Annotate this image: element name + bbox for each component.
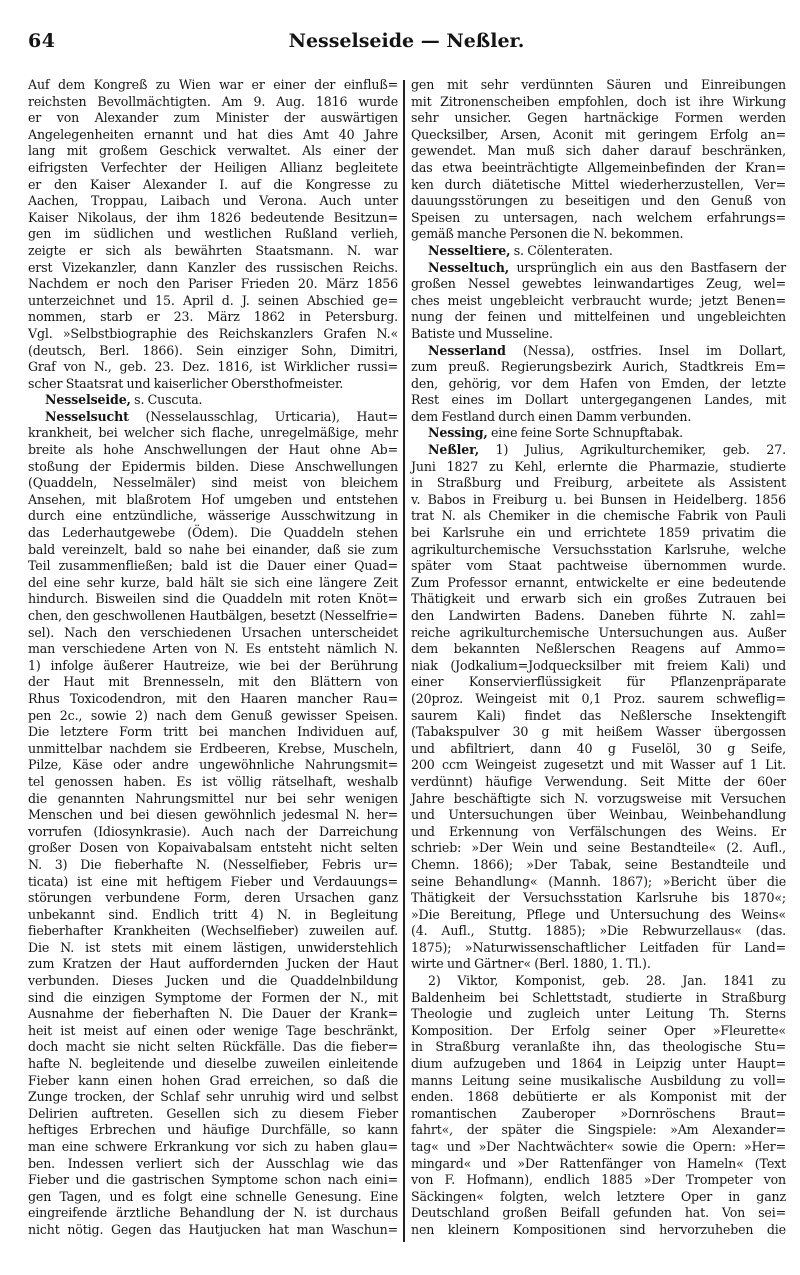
line-text: die genannten Nahrungsmittel nur bei sehr wenigen (28, 790, 398, 806)
line-text: Quecksilber, Arsen, Aconit mit geringem Erfolg an= (411, 126, 786, 142)
line-text: pen 2c., sowie 2) nach dem Genuß gewisser Speisen. (28, 707, 398, 723)
right-column (411, 77, 786, 1239)
line-text: Komposition. Der Erfolg seiner Oper »Fleurette« (411, 1022, 786, 1038)
text-line (411, 907, 786, 924)
text-line (411, 1106, 786, 1123)
line-text: Auf dem Kongreß zu Wien war er einer der einfluß= (28, 77, 398, 92)
text-line (411, 110, 786, 127)
text-line (411, 575, 786, 592)
text-line (411, 641, 786, 658)
text-line (411, 409, 786, 426)
line-text: ticata) ist eine mit heftigem Fieber und Verdauungs= (28, 873, 398, 889)
text-line (28, 1205, 398, 1222)
text-line (411, 293, 786, 310)
text-line (28, 1172, 398, 1189)
line-text: wirte und Gärtner« (Berl. 1880, 1. Tl.). (411, 956, 651, 972)
text-line (411, 1089, 786, 1106)
entry-line (28, 392, 398, 409)
line-text: del eine sehr kurze, bald hält sie sich eine längere Zeit (28, 574, 398, 590)
text-line (411, 724, 786, 741)
line-text: 1) infolge äußerer Hautreize, wie bei der Berührung (28, 657, 398, 673)
line-text: stoßung der Epidermis bilden. Diese Anschwellungen (28, 458, 398, 474)
line-text: großer Dosen von Kopaivabalsam entsteht nicht selten (28, 840, 398, 856)
entry-line (411, 260, 786, 277)
text-line (28, 359, 398, 376)
text-line (28, 990, 398, 1007)
text-line (411, 674, 786, 691)
line-text: Kaiser Nikolaus, der ihm 1826 bedeutende Besitzun= (28, 209, 398, 225)
text-line (28, 774, 398, 791)
line-text: zeigte er sich als bewährten Staatsmann. N. war (28, 242, 398, 258)
entry-headword: Nesseltuch, (428, 259, 510, 275)
line-text: (Quaddeln, Nesselmäler) sind meist von bleichem (28, 475, 398, 491)
line-text: nommen, starb er 23. März 1862 in Petersburg. (28, 309, 398, 325)
text-line (411, 774, 786, 791)
line-text: (4. Aufl., Stuttg. 1885); »Die Rebwurzellaus« (das. (411, 923, 786, 939)
text-line (411, 1139, 786, 1156)
line-text: krankheit, bei welcher sich flache, unregelmäßige, mehr (28, 425, 398, 441)
entry-line (411, 243, 786, 260)
line-text: verdünnt) häufige Verwendung. Seit Mitte der 60er (411, 773, 786, 789)
text-line (28, 641, 398, 658)
text-line (411, 326, 786, 343)
line-text: den Landwirten Badens. Daneben führte N. zahl= (411, 608, 786, 623)
line-text: Delirien auftreten. Gesellen sich zu diesem Fieber (28, 1105, 398, 1121)
line-text: dauungsstörungen zu beseitigen und den Genuß von (411, 193, 786, 209)
line-text: heftiges Erbrechen und häufige Durchfälle, so kann (28, 1122, 398, 1138)
line-text: der Haut mit Brennesseln, mit den Blättern von (28, 674, 398, 690)
text-line (28, 1222, 398, 1239)
line-text: gen im südlichen und westlichen Rußland verlieh, (28, 226, 398, 242)
line-text: er den Kaiser Alexander I. auf die Kongresse zu (28, 176, 398, 192)
line-text: reiche agrikulturchemische Untersuchungen aus. Außer (411, 624, 786, 640)
text-line (411, 956, 786, 973)
line-text: Rhus Toxicodendron, mit den Haaren mancher Rau= (28, 690, 398, 706)
text-line (28, 1039, 398, 1056)
text-line (411, 1222, 786, 1239)
line-text: störungen verbundene Form, deren Ursachen ganz (28, 890, 398, 906)
text-line (28, 940, 398, 957)
text-line (411, 1039, 786, 1056)
line-text: in Straßburg und Freiburg, arbeitete als Assistent (411, 475, 786, 491)
line-text: Speisen zu untersagen, nach welchem erfahrungs= (411, 209, 786, 225)
text-line (28, 1056, 398, 1073)
line-text: Theologie und zugleich unter Leitung Th. Sterns (411, 1006, 786, 1022)
text-line (28, 907, 398, 924)
text-line (28, 343, 398, 360)
line-text: nen kleinern Kompositionen sind hervorzuheben die (411, 1221, 786, 1237)
line-text: Rest eines im Dollart untergegangenen Landes, mit (411, 392, 786, 408)
line-text: Thätigkeit der Versuchsstation Karlsruhe bis 1870«; (411, 890, 786, 906)
text-line (411, 791, 786, 808)
line-text: Angelegenheiten ernannt und hat dies Amt 40 Jahre (28, 126, 398, 142)
text-line (28, 840, 398, 857)
line-text: Ausnahme der fieberhaften N. Die Dauer der Krank= (28, 1006, 398, 1022)
entry-headword: Nessing, (428, 425, 488, 441)
line-text: verbunden. Dieses Jucken und die Quaddelnbildung (28, 973, 398, 989)
line-text: 2) Viktor, Komponist, geb. 28. Jan. 1841 zu (428, 973, 786, 989)
line-text: durch eine entzündliche, wässerige Ausschwitzung in (28, 508, 398, 524)
text-line (411, 973, 786, 990)
line-text: romantischen Zauberoper »Dornröschens Braut= (411, 1105, 786, 1121)
text-line (411, 691, 786, 708)
line-text: doch macht sie nicht selten Rückfälle. Das die fieber= (28, 1039, 398, 1055)
text-line (411, 94, 786, 111)
text-line (28, 558, 398, 575)
text-line (411, 210, 786, 227)
text-line (28, 724, 398, 741)
text-line (411, 1189, 786, 1206)
text-line (28, 691, 398, 708)
text-line (411, 77, 786, 94)
line-text: seine Behandlung« (Mannh. 1867); »Bericht über die (411, 873, 786, 889)
running-head: Nesselseide — Neßler. (288, 30, 525, 52)
text-line (411, 625, 786, 642)
text-line (411, 359, 786, 376)
line-text: Chemn. 1866); »Der Tabak, seine Bestandteile und (411, 856, 786, 872)
line-text: agrikulturchemische Versuchsstation Karlsruhe, welche (411, 541, 786, 557)
text-line (411, 608, 786, 625)
line-text: Säckingen« folgten, welch letztere Oper in ganz (411, 1188, 786, 1204)
text-line (28, 1106, 398, 1123)
text-line (28, 210, 398, 227)
line-text: er von Alexander zum Minister der auswärtigen (28, 110, 398, 126)
text-line (411, 923, 786, 940)
text-line (411, 127, 786, 144)
text-line (411, 824, 786, 841)
line-text: gen Tagen, und es folgt eine schnelle Genesung. Eine (28, 1188, 398, 1204)
line-text: hafte N. begleitende und dieselbe zuweilen einleitende (28, 1056, 398, 1072)
line-text: sehr unsicher. Gegen hartnäckige Formen werden (411, 110, 786, 126)
line-text: tel genossen haben. Es ist völlig rätselhaft, weshalb (28, 773, 398, 789)
line-text: das Lederhautgewebe (Ödem). Die Quaddeln stehen (28, 525, 398, 541)
text-line (411, 558, 786, 575)
text-line (28, 525, 398, 542)
line-text: (deutsch, Berl. 1866). Sein einziger Sohn, Dimitri, (28, 342, 398, 358)
text-line (28, 376, 398, 393)
entry-headword: Nesselsucht (45, 408, 129, 424)
line-text: sel). Nach den verschiedenen Ursachen unterscheidet (28, 624, 398, 640)
text-line (28, 1139, 398, 1156)
text-line (411, 459, 786, 476)
line-text: Deutschland großen Beifall gefunden hat. Von sei= (411, 1205, 786, 1221)
text-line (28, 1189, 398, 1206)
line-text: man eine schwere Erkrankung vor sich zu haben glau= (28, 1139, 398, 1154)
line-text: hindurch. Bisweilen sind die Quaddeln mit roten Knöt= (28, 591, 398, 607)
line-text: Vgl. »Selbstbiographie des Reichskanzlers Grafen N.« (28, 325, 398, 341)
line-text: mit Zitronenscheiben empfohlen, doch ist ihre Wirkung (411, 93, 786, 109)
text-line (411, 1073, 786, 1090)
line-text: manns Leitung seine musikalische Ausbildung zu voll= (411, 1072, 786, 1088)
text-line (411, 177, 786, 194)
line-text: den, gehörig, vor dem Hafen von Emden, der letzte (411, 375, 786, 391)
line-text: Juni 1827 zu Kehl, erlernte die Pharmazie, studierte (411, 458, 786, 474)
text-line (28, 492, 398, 509)
text-line (411, 143, 786, 160)
text-line (28, 1073, 398, 1090)
line-text: Zunge trocken, der Schlaf sehr unruhig wird und selbst (28, 1089, 398, 1105)
text-line (411, 1205, 786, 1222)
line-text: Aachen, Troppau, Laibach und Verona. Auch unter (28, 193, 398, 209)
text-line (411, 840, 786, 857)
text-line (411, 392, 786, 409)
entry-line (411, 442, 786, 459)
line-text: Teil zusammenfließen; bald ist die Dauer einer Quad= (28, 558, 398, 574)
line-text: (Nesselausschlag, Urticaria), Haut= (128, 408, 398, 424)
text-line (411, 226, 786, 243)
line-text: fieberhafter Krankheiten (Wechselfieber) zuweilen auf. (28, 923, 398, 939)
line-text: unbekannt sind. Endlich tritt 4) N. in Begleitung (28, 906, 398, 922)
text-line (28, 757, 398, 774)
text-line (411, 1006, 786, 1023)
text-line (28, 674, 398, 691)
line-text: Fieber kann einen hohen Grad erreichen, so daß die (28, 1072, 398, 1088)
text-line (28, 1006, 398, 1023)
line-text: ben. Indessen verliert sich der Ausschlag wie das (28, 1155, 398, 1171)
line-text: lang mit großem Geschick verwaltet. Als einer der (28, 143, 398, 159)
line-text: saurem Kali) findet das Neßlersche Insektengift (411, 707, 786, 723)
line-text: später vom Staat pachtweise übernommen wurde. (411, 558, 786, 574)
line-text: 1875); »Naturwissenschaftlicher Leitfaden für Land= (411, 939, 786, 955)
text-line (28, 807, 398, 824)
line-text: mingard« und »Der Rattenfänger von Hameln« (Text (411, 1155, 786, 1171)
text-line (411, 591, 786, 608)
text-line (411, 376, 786, 393)
text-line (28, 442, 398, 459)
text-line (28, 475, 398, 492)
text-line (411, 193, 786, 210)
line-text: schrieb: »Der Wein und seine Bestandteile« (2. Aufl., (411, 840, 786, 856)
entry-headword: Neßler, (428, 442, 479, 458)
line-text: ken durch diätetische Mittel wiederherzustellen, Ver= (411, 176, 786, 192)
line-text: gewendet. Man muß sich daher darauf beschränken, (411, 143, 786, 159)
line-text: bei Karlsruhe ein und errichtete 1859 privatim die (411, 525, 786, 541)
line-text: unterzeichnet und 15. April d. J. seinen Abschied ge= (28, 292, 398, 308)
text-line (411, 1122, 786, 1139)
line-text: gen mit sehr verdünnten Säuren und Einreibungen (411, 77, 786, 92)
line-text: »Die Bereitung, Pflege und Untersuchung des Weins« (411, 906, 786, 922)
line-text: und Erkennung von Verfälschungen des Weins. Er (411, 823, 786, 839)
line-text: 200 ccm Weingeist zugesetzt und mit Wasser auf 1 Lit. (411, 757, 786, 773)
text-line (411, 890, 786, 907)
line-text: Graf von N., geb. 23. Dez. 1816, ist Wirklicher russi= (28, 359, 398, 375)
text-line (28, 143, 398, 160)
line-text: fahrt«, der später die Singspiele: »Am Alexander= (411, 1122, 786, 1138)
text-line (411, 160, 786, 177)
line-text: s. Cölenteraten. (510, 242, 613, 258)
line-text: einer Konservierflüssigkeit für Pflanzenpräparate (411, 674, 786, 690)
text-line (28, 94, 398, 111)
line-text: nung der feinen und mittelfeinen und ungebleichten (411, 309, 786, 325)
left-column (28, 77, 398, 1239)
page-number: 64 (28, 30, 56, 52)
text-line (28, 326, 398, 343)
line-text: man verschiedene Arten von N. Es entsteht nämlich N. (28, 641, 398, 657)
text-line (411, 1156, 786, 1173)
line-text: heit ist meist auf einen oder wenige Tage beschränkt, (28, 1022, 398, 1038)
text-line (411, 658, 786, 675)
text-line (411, 857, 786, 874)
entry-line (28, 409, 398, 426)
line-text: s. Cuscuta. (130, 392, 203, 408)
text-line (28, 1156, 398, 1173)
entry-line (411, 343, 786, 360)
text-line (411, 276, 786, 293)
line-text: und abfiltriert, dann 40 g Fuselöl, 30 g Seife, (411, 740, 786, 756)
line-text: nicht nötig. Gegen das Hautjucken hat man Waschun= (28, 1221, 398, 1237)
column-divider (403, 80, 405, 1242)
text-line (28, 708, 398, 725)
line-text: dium aufzugeben und 1864 in Leipzig unter Haupt= (411, 1056, 786, 1072)
line-text: chen, den geschwollenen Hautbälgen, besetzt (Nesselfrie= (28, 608, 398, 623)
line-text: 1) Julius, Agrikulturchemiker, geb. 27. (478, 442, 786, 458)
text-line (28, 741, 398, 758)
line-text: Zum Professor ernannt, entwickelte er eine bedeutende (411, 574, 786, 590)
line-text: Ansehen, mit blaßrotem Hof umgeben und entstehen (28, 491, 398, 507)
text-line (28, 973, 398, 990)
line-text: unmittelbar nachdem sie Erdbeeren, Krebse, Muscheln, (28, 740, 398, 756)
line-text: breite als hohe Anschwellungen der Haut ohne Ab= (28, 442, 398, 458)
line-text: Baldenheim bei Schlettstadt, studierte in Straßburg (411, 989, 786, 1005)
line-text: ches meist ungebleicht verbraucht wurde; jetzt Benen= (411, 292, 786, 308)
entry-headword: Nesseltiere, (428, 242, 511, 258)
line-text: erst Vizekanzler, dann Kanzler des russischen Reichs. (28, 259, 398, 275)
text-line (411, 807, 786, 824)
line-text: Die letztere Form tritt bei manchen Individuen auf, (28, 724, 398, 740)
text-line (411, 1172, 786, 1189)
text-line (28, 226, 398, 243)
text-line (411, 542, 786, 559)
line-text: (20proz. Weingeist mit 0,1 Proz. saurem schweflig= (411, 690, 786, 706)
text-line (411, 940, 786, 957)
text-line (411, 475, 786, 492)
line-text: eifrigsten Verfechter der Heiligen Allianz begleitete (28, 159, 398, 175)
text-line (28, 508, 398, 525)
line-text: niak (Jodkalium=Jodquecksilber mit freiem Kali) und (411, 657, 786, 673)
text-line (28, 127, 398, 144)
text-line (28, 608, 398, 625)
line-text: Batiste und Musseline. (411, 325, 553, 341)
entry-headword: Nesselseide, (45, 392, 131, 408)
text-line (28, 956, 398, 973)
line-text: bald vereinzelt, bald so nahe bei einander, daß sie zum (28, 541, 398, 557)
line-text: Die N. ist stets mit einem lästigen, unwiderstehlich (28, 939, 398, 955)
line-text: Jahre beschäftigte sich N. vorzugsweise mit Versuchen (411, 790, 786, 806)
text-line (411, 1056, 786, 1073)
entry-line (411, 425, 786, 442)
line-text: ursprünglich ein aus den Bastfasern der (509, 259, 786, 275)
text-line (411, 492, 786, 509)
line-text: in Straßburg veranlaßte ihn, das theologische Stu= (411, 1039, 786, 1055)
line-text: das etwa beeinträchtigte Allgemeinbefinden der Kran= (411, 159, 786, 175)
text-line (411, 874, 786, 891)
page-header (28, 30, 785, 56)
line-text: enden. 1868 debütierte er als Komponist mit der (411, 1089, 786, 1105)
line-text: Menschen und bei diesen gewöhnlich jedesmal N. her= (28, 807, 398, 823)
text-line (28, 459, 398, 476)
line-text: dem Festland durch einen Damm verbunden. (411, 408, 692, 424)
text-line (411, 741, 786, 758)
line-text: Fieber und die gastrischen Symptome schon nach eini= (28, 1172, 398, 1188)
text-line (28, 575, 398, 592)
text-line (28, 276, 398, 293)
line-text: (Tabakspulver 30 g mit heißem Wasser übergossen (411, 724, 786, 740)
line-text: Pilze, Käse oder andre ungewöhnliche Nahrungsmit= (28, 757, 398, 773)
line-text: eine feine Sorte Schnupftabak. (487, 425, 684, 441)
text-line (28, 160, 398, 177)
text-line (28, 874, 398, 891)
text-line (28, 1122, 398, 1139)
text-line (28, 658, 398, 675)
line-text: sind die einzigen Symptome der Formen der N., mit (28, 989, 398, 1005)
line-text: gemäß manche Personen die N. bekommen. (411, 226, 684, 242)
entry-headword: Nesserland (428, 342, 506, 358)
text-line (411, 757, 786, 774)
text-line (28, 923, 398, 940)
text-line (411, 525, 786, 542)
text-line (28, 1023, 398, 1040)
line-text: N. 3) Die fieberhafte N. (Nesselfieber, Febris ur= (28, 856, 398, 872)
text-line (411, 1023, 786, 1040)
text-line (28, 260, 398, 277)
text-line (411, 708, 786, 725)
text-line (411, 309, 786, 326)
line-text: dem bekannten Neßlerschen Reagens auf Ammo= (411, 641, 786, 657)
text-line (28, 110, 398, 127)
line-text: und Untersuchungen über Weinbau, Weinbehandlung (411, 807, 786, 823)
text-line (28, 77, 398, 94)
text-line (28, 425, 398, 442)
text-line (28, 293, 398, 310)
text-line (28, 309, 398, 326)
line-text: von F. Hofmann), endlich 1885 »Der Trompeter von (411, 1172, 786, 1188)
line-text: v. Babos in Freiburg u. bei Bunsen in Heidelberg. 1856 (411, 491, 786, 507)
line-text: Nachdem er noch den Pariser Frieden 20. März 1856 (28, 276, 398, 292)
text-line (28, 591, 398, 608)
text-line (28, 542, 398, 559)
text-line (28, 177, 398, 194)
line-text: vorrufen (Idiosynkrasie). Auch nach der Darreichung (28, 823, 398, 839)
text-line (411, 508, 786, 525)
text-line (28, 791, 398, 808)
line-text: reichsten Bevollmächtigten. Am 9. Aug. 1816 wurde (28, 93, 398, 109)
line-text: tag« und »Der Nachtwächter« sowie die Opern: »Her= (411, 1139, 786, 1154)
text-line (411, 990, 786, 1007)
text-line (28, 1089, 398, 1106)
text-line (28, 857, 398, 874)
text-line (28, 890, 398, 907)
line-text: zum Kratzen der Haut auffordernden Jucken der Haut (28, 956, 398, 972)
line-text: zum preuß. Regierungsbezirk Aurich, Stadtkreis Em= (411, 359, 786, 375)
text-line (28, 243, 398, 260)
line-text: Thätigkeit und erwarb sich ein großes Zutrauen bei (411, 591, 786, 607)
text-line (28, 193, 398, 210)
line-text: trat N. als Chemiker in die chemische Fabrik von Pauli (411, 508, 786, 524)
text-line (28, 625, 398, 642)
line-text: (Nessa), ostfries. Insel im Dollart, (505, 342, 786, 358)
line-text: eingreifende ärztliche Behandlung der N. ist durchaus (28, 1205, 398, 1221)
text-line (28, 824, 398, 841)
line-text: scher Staatsrat und kaiserlicher Obersthofmeister. (28, 375, 344, 391)
line-text: großen Nessel gewebtes leinwandartiges Zeug, wel= (411, 276, 786, 292)
